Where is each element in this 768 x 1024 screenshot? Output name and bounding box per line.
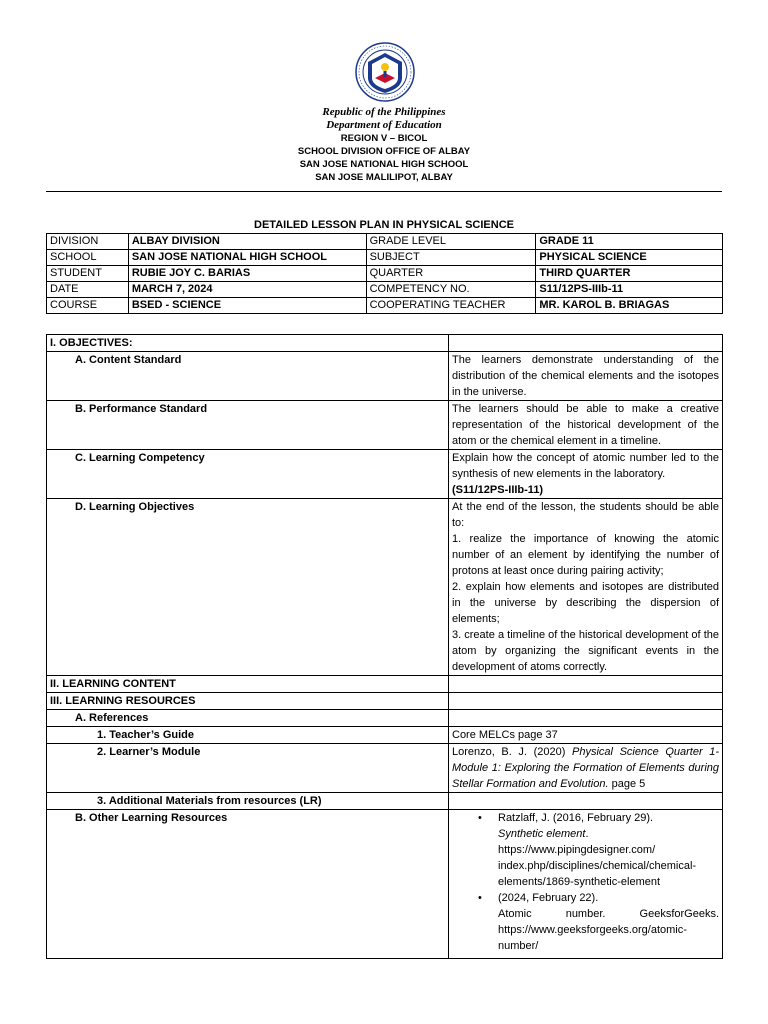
learners-module-cell	[449, 744, 723, 793]
section-heading: II. LEARNING CONTENT	[47, 676, 449, 693]
learning-competency-row	[47, 450, 723, 499]
content-standard-text: The learners demonstrate understanding of the distribution of the chemical elements and the isotopes in the universe.	[449, 352, 723, 401]
reference-item	[498, 890, 719, 954]
reference-title: Synthetic element	[498, 828, 586, 840]
reference-text: Atomic number. GeeksforGeeks. https://www.geeksforgeeks.org/atomic-number/	[498, 908, 719, 952]
info-value: MARCH 7, 2024	[128, 282, 366, 298]
learning-competency-cell	[449, 450, 723, 499]
school-line: SAN JOSE NATIONAL HIGH SCHOOL	[299, 159, 469, 170]
info-value: GRADE 11	[536, 234, 723, 250]
empty-cell	[449, 793, 723, 810]
info-label: COMPETENCY NO.	[366, 282, 536, 298]
performance-standard-row	[47, 401, 723, 450]
info-label: COOPERATING TEACHER	[366, 298, 536, 314]
learning-competency-text: Explain how the concept of atomic number led to the synthesis of new elements in the laboratory.	[452, 452, 719, 480]
address-line: SAN JOSE MALILIPOT, ALBAY	[315, 172, 453, 183]
info-value: PHYSICAL SCIENCE	[536, 250, 723, 266]
row-label: A. References	[47, 710, 449, 727]
empty-cell	[449, 710, 723, 727]
info-table	[46, 233, 723, 314]
reference-url: https://www.pipingdesigner.com/ index.php/disciplines/chemical/chemical-elements/1869-synthetic-element	[498, 844, 697, 888]
row-label: C. Learning Competency	[47, 450, 449, 499]
reference-item	[498, 810, 719, 890]
deped-seal-icon	[355, 42, 415, 102]
module-title: Physical Science Quarter 1-Module 1: Exploring the Formation of Elements during Stellar Formation and Evolution.	[452, 746, 719, 790]
competency-code: (S11/12PS-IIIb-11)	[452, 484, 544, 496]
division-office-line: SCHOOL DIVISION OFFICE OF ALBAY	[297, 146, 471, 157]
row-label: D. Learning Objectives	[47, 499, 449, 676]
info-value: SAN JOSE NATIONAL HIGH SCHOOL	[128, 250, 366, 266]
republic-line: Republic of the Philippines	[322, 106, 446, 118]
info-value: BSED - SCIENCE	[128, 298, 366, 314]
info-label: COURSE	[47, 298, 129, 314]
reference-date: • (2024, February 22).	[498, 892, 599, 904]
row-label: 1. Teacher’s Guide	[47, 727, 449, 744]
reference-period: .	[585, 828, 589, 840]
info-row	[47, 234, 723, 250]
additional-materials-row	[47, 793, 723, 810]
row-label: 3. Additional Materials from resources (LR)	[47, 793, 449, 810]
objective-item: 3. create a timeline of the historical development of the atom by organizing the significant events in the development of atoms correctly.	[452, 629, 719, 673]
info-row	[47, 266, 723, 282]
info-row	[47, 298, 723, 314]
other-resources-cell	[449, 810, 723, 959]
info-value: RUBIE JOY C. BARIAS	[128, 266, 366, 282]
learning-content-row	[47, 676, 723, 693]
info-label: QUARTER	[366, 266, 536, 282]
info-row	[47, 250, 723, 266]
learners-module-row	[47, 744, 723, 793]
reference-list	[452, 810, 719, 954]
info-label: SCHOOL	[47, 250, 129, 266]
row-label: B. Other Learning Resources	[47, 810, 449, 959]
row-label: A. Content Standard	[47, 352, 449, 401]
info-value: ALBAY DIVISION	[128, 234, 366, 250]
teachers-guide-row	[47, 727, 723, 744]
module-page: page 5	[608, 778, 646, 790]
department-line: Department of Education	[326, 119, 442, 131]
info-label: GRADE LEVEL	[366, 234, 536, 250]
teachers-guide-text: Core MELCs page 37	[449, 727, 723, 744]
info-label: DIVISION	[47, 234, 129, 250]
content-standard-row	[47, 352, 723, 401]
section-heading: III. LEARNING RESOURCES	[47, 693, 449, 710]
objective-item: 1. realize the importance of knowing the atomic number of an element by identifying the number of protons at least once during pairing activity;	[452, 533, 719, 577]
learning-objectives-cell	[449, 499, 723, 676]
row-label: 2. Learner’s Module	[47, 744, 449, 793]
module-author: Lorenzo, B. J. (2020)	[452, 746, 572, 758]
empty-cell	[449, 335, 723, 352]
section-heading: I. OBJECTIVES:	[47, 335, 449, 352]
objective-item: 2. explain how elements and isotopes are distributed in the universe by describing the dispersion of elements;	[452, 581, 719, 625]
lesson-plan-table	[46, 334, 723, 959]
info-label: SUBJECT	[366, 250, 536, 266]
objectives-intro: At the end of the lesson, the students should be able to:	[452, 501, 719, 529]
info-row	[47, 282, 723, 298]
objectives-row	[47, 335, 723, 352]
info-value: THIRD QUARTER	[536, 266, 723, 282]
learning-resources-row	[47, 693, 723, 710]
performance-standard-text: The learners should be able to make a creative representation of the historical development of the atom or the chemical element in a timeline.	[449, 401, 723, 450]
empty-cell	[449, 693, 723, 710]
info-label: DATE	[47, 282, 129, 298]
empty-cell	[449, 676, 723, 693]
info-value: MR. KAROL B. BRIAGAS	[536, 298, 723, 314]
reference-author: • Ratzlaff, J. (2016, February 29).	[498, 812, 654, 824]
references-row	[47, 710, 723, 727]
region-line: REGION V – BICOL	[340, 133, 428, 144]
letterhead	[0, 106, 768, 184]
header-divider	[46, 191, 722, 192]
learning-objectives-row	[47, 499, 723, 676]
info-label: STUDENT	[47, 266, 129, 282]
document-title: DETAILED LESSON PLAN IN PHYSICAL SCIENCE	[254, 219, 514, 231]
other-resources-row	[47, 810, 723, 959]
info-value: S11/12PS-IIIb-11	[536, 282, 723, 298]
row-label: B. Performance Standard	[47, 401, 449, 450]
